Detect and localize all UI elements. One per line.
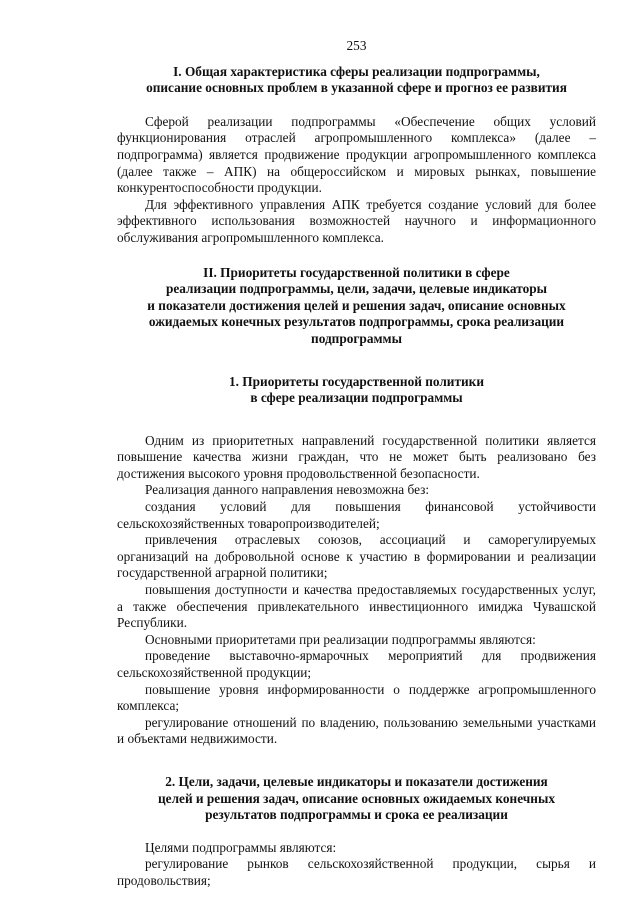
subsection-1-paragraph: привлечения отраслевых союзов, ассоциаций и саморегулируемых организаций на добровольной основе к участию в формировании и реализации государственной аграрной политики; (117, 532, 596, 581)
page-number: 253 (346, 38, 367, 53)
subsection-2-heading-line: 2. Цели, задачи, целевые индикаторы и показатели достижения (165, 773, 548, 789)
section-1-heading-line: описание основных проблем в указанной сфере и прогноз ее развития (146, 80, 567, 96)
section-2-heading-line: ожидаемых конечных результатов подпрограммы, срока реализации (148, 314, 565, 330)
subsection-1-heading-line: в сфере реализации подпрограммы (250, 390, 463, 406)
section-2-heading (117, 265, 596, 348)
section-2-heading-line: подпрограммы (311, 330, 402, 346)
subsection-1-heading (117, 374, 596, 407)
section-1-heading (117, 64, 596, 97)
subsection-2-heading-line: целей и решения задач, описание основных ожидаемых конечных (158, 790, 555, 806)
subsection-2-heading-line: результатов подпрограммы и срока ее реализации (205, 807, 508, 823)
subsection-1-paragraph: повышение уровня информированности о поддержке агропромышленного комплекса; (117, 681, 596, 714)
subsection-2-paragraph: регулирование рынков сельскохозяйственной продукции, сырья и продовольствия; (117, 856, 596, 888)
section-1-paragraph: Сферой реализации подпрограммы «Обеспечение общих условий функционирования отраслей агропромышленного комплекса» (далее – подпрограмма) является продвижение продукции агропромышленного комплекса (далее также – АПК) на общероссийском и мировых рынках, повышение конкурентоспособности продукции. (117, 113, 596, 196)
section-1-paragraph: Для эффективного управления АПК требуется создание условий для более эффективного использования возможностей научного и информационного обслуживания агропромышленного комплекса. (117, 196, 596, 245)
subsection-1-paragraph: регулирование отношений по владению, пользованию земельными участками и объектами недвижимости. (117, 714, 596, 747)
subsection-1-paragraph: проведение выставочно-ярмарочных мероприятий для продвижения сельскохозяйственной продукции; (117, 648, 596, 680)
subsection-1-paragraph: Основными приоритетами при реализации подпрограммы являются: (145, 631, 536, 647)
subsection-2-heading (117, 774, 596, 824)
section-1-heading-line: I. Общая характеристика сферы реализации подпрограммы, (173, 63, 540, 79)
subsection-1-paragraph: повышения доступности и качества предоставляемых государственных услуг, а также обеспечения привлекательного инвестиционного имиджа Чувашской Республики. (117, 582, 596, 631)
subsection-1-paragraph: Реализация данного направления невозможна без: (145, 482, 430, 498)
subsection-1-paragraph: создания условий для повышения финансовой устойчивости сельскохозяйственных товаропроизводителей; (117, 499, 596, 531)
section-2-heading-line: II. Приоритеты государственной политики в сфере (203, 264, 510, 280)
subsection-1-heading-line: 1. Приоритеты государственной политики (229, 373, 484, 389)
section-2-heading-line: и показатели достижения целей и решения задач, описание основных (147, 297, 566, 313)
subsection-2-paragraph: Целями подпрограммы являются: (145, 839, 337, 855)
section-2-heading-line: реализации подпрограммы, цели, задачи, целевые индикаторы (165, 281, 547, 297)
subsection-1-paragraph: Одним из приоритетных направлений государственной политики является повышение качества жизни граждан, что не может быть реализовано без достижения высокого уровня продовольственной безопасности. (117, 432, 596, 481)
